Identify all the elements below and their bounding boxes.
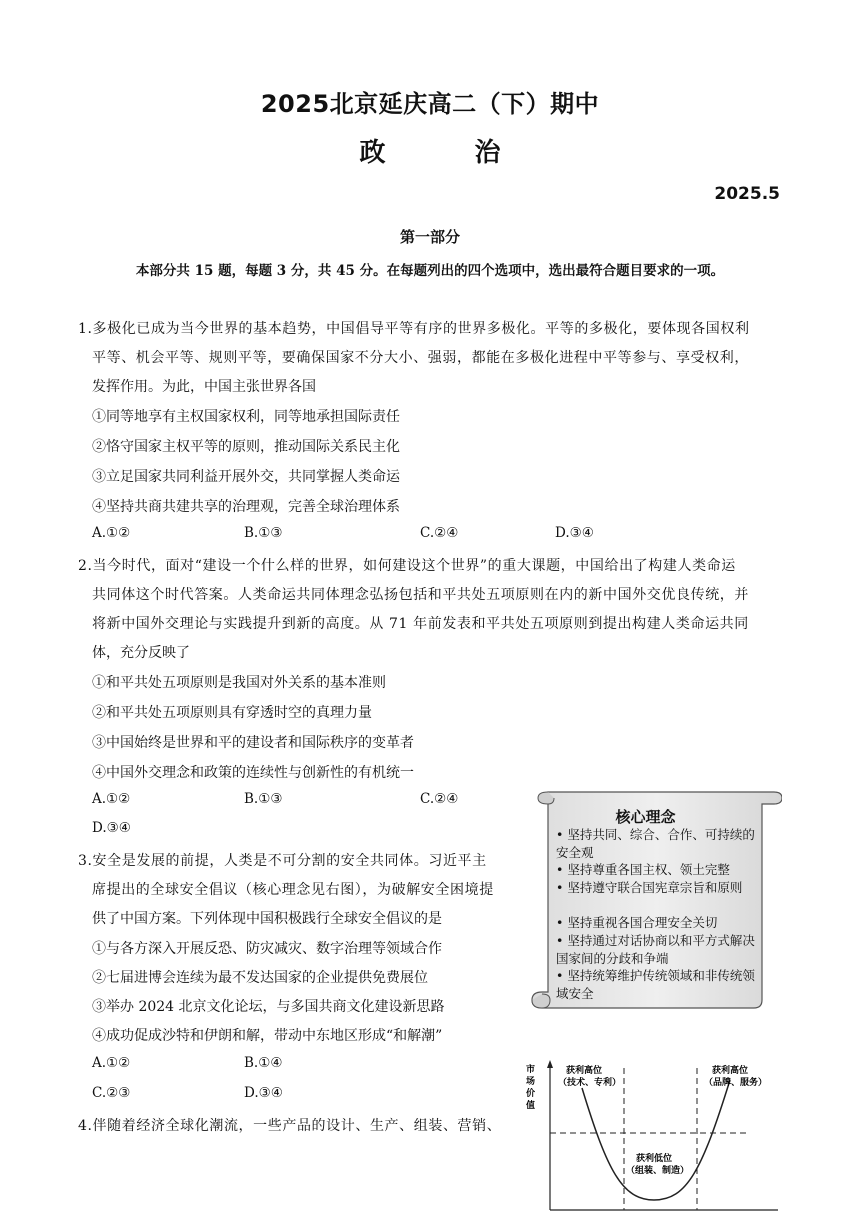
left-label-sub: （技术、专利）: [558, 1078, 622, 1088]
right-label-top: 获利高位: [712, 1066, 749, 1076]
q1-item: ①同等地享有主权国家权利，同等地承担国际责任: [92, 409, 400, 425]
q3-option-a[interactable]: A.①②: [92, 1055, 131, 1071]
left-label-top: 获利高位: [566, 1066, 603, 1076]
core-concept-item: • 坚持共同、综合、合作、可持续的安全观: [556, 827, 755, 860]
y-axis-label-2: 场: [526, 1077, 536, 1087]
right-label-sub: （品牌、服务）: [704, 1078, 768, 1088]
section-heading: 第一部分: [399, 228, 460, 246]
q2-stem-line: 2.当今时代，面对“建设一个什么样的世界，如何建设这个世界”的重大课题，中国给出了构建人类命运: [78, 558, 736, 574]
core-concept-item: • 坚持通过对话协商以和平方式解决国家间的分歧和争端: [556, 933, 755, 966]
q2-option-a[interactable]: A.①②: [92, 791, 131, 807]
q1-item: ②恪守国家主权平等的原则，推动国际关系民主化: [92, 439, 400, 455]
q1-item: ④坚持共商共建共享的治理观，完善全球治理体系: [92, 499, 400, 515]
smile-curve-svg: [522, 1060, 782, 1216]
core-concept-item: • 坚持重视各国合理安全关切: [556, 915, 718, 930]
q3-option-c[interactable]: C.②③: [92, 1085, 131, 1101]
q2-option-d[interactable]: D.③④: [92, 820, 131, 836]
y-axis-label-1: 市: [526, 1065, 536, 1075]
q2-item: ②和平共处五项原则具有穿透时空的真理力量: [92, 705, 372, 721]
q2-stem-line: 将新中国外交理论与实践提升到新的高度。从 71 年前发表和平共处五项原则到提出构建人类命运共同: [92, 616, 749, 632]
q1-option-a[interactable]: A.①②: [92, 525, 131, 541]
q3-item: ④成功促成沙特和伊朗和解，带动中东地区形成“和解潮”: [92, 1028, 443, 1044]
q3-item: ①与各方深入开展反恐、防灾减灾、数字治理等领域合作: [92, 941, 442, 957]
y-axis-label-4: 值: [526, 1101, 536, 1111]
bottom-label-top: 获利低位: [636, 1154, 673, 1164]
q3-option-d[interactable]: D.③④: [244, 1085, 283, 1101]
q3-item: ③举办 2024 北京文化论坛，与多国共商文化建设新思路: [92, 999, 445, 1015]
q1-option-b[interactable]: B.①③: [244, 525, 283, 541]
q1-stem-line: 发挥作用。为此，中国主张世界各国: [92, 379, 316, 395]
section-instruction: 本部分共 15 题，每题 3 分，共 45 分。在每题列出的四个选项中，选出最符合题目要求的一项。: [135, 263, 725, 279]
q1-stem-line: 平等、机会平等、规则平等，要确保国家不分大小、强弱，都能在多极化进程中平等参与、享受权利，: [92, 350, 749, 366]
core-concept-title: 核心理念: [615, 808, 676, 826]
q2-stem-line: 共同体这个时代答案。人类命运共同体理念弘扬包括和平共处五项原则在内的新中国外交优良传统，并: [92, 587, 749, 603]
core-concept-item: • 坚持统筹维护传统领域和非传统领域安全: [556, 968, 755, 1001]
exam-title: 2025北京延庆高二（下）期中: [260, 90, 600, 118]
q3-stem-line: 3.安全是发展的前提，人类是不可分割的安全共同体。习近平主: [78, 853, 487, 869]
core-concept-figure: [528, 782, 782, 1012]
core-concept-item: • 坚持遵守联合国宪章宗旨和原则: [556, 880, 743, 895]
bottom-label-sub: （组装、制造）: [626, 1166, 690, 1176]
q2-item: ③中国始终是世界和平的建设者和国际秩序的变革者: [92, 735, 414, 751]
q2-option-b[interactable]: B.①③: [244, 791, 283, 807]
q1-option-d[interactable]: D.③④: [555, 525, 594, 541]
q3-stem-line: 席提出的全球安全倡议（核心理念见右图），为破解安全困境提: [92, 882, 494, 898]
q1-stem-line: 1.多极化已成为当今世界的基本趋势，中国倡导平等有序的世界多极化。平等的多极化，要体现各国权利: [78, 321, 750, 337]
core-concept-item: • 坚持尊重各国主权、领土完整: [556, 862, 730, 877]
smile-curve: [582, 1080, 730, 1200]
q2-item: ①和平共处五项原则是我国对外关系的基本准则: [92, 675, 386, 691]
q4-stem-line: 4.伴随着经济全球化潮流，一些产品的设计、生产、组装、营销、: [78, 1118, 502, 1134]
y-axis-label-3: 价: [526, 1089, 536, 1099]
smile-curve-figure: [522, 1060, 782, 1216]
q2-stem-line: 体，充分反映了: [92, 645, 190, 661]
q1-item: ③立足国家共同利益开展外交，共同掌握人类命运: [92, 469, 400, 485]
exam-date: 2025.5: [714, 184, 780, 204]
q2-item: ④中国外交理念和政策的连续性与创新性的有机统一: [92, 765, 414, 781]
q1-option-c[interactable]: C.②④: [420, 525, 459, 541]
y-axis-arrow-icon: [547, 1060, 553, 1068]
q2-option-c[interactable]: C.②④: [420, 791, 459, 807]
subject-title: 政 治: [359, 138, 541, 168]
q3-option-b[interactable]: B.①④: [244, 1055, 283, 1071]
q3-stem-line: 供了中国方案。下列体现中国积极践行全球安全倡议的是: [92, 911, 442, 927]
q3-item: ②七届进博会连续为最不发达国家的企业提供免费展位: [92, 970, 428, 986]
